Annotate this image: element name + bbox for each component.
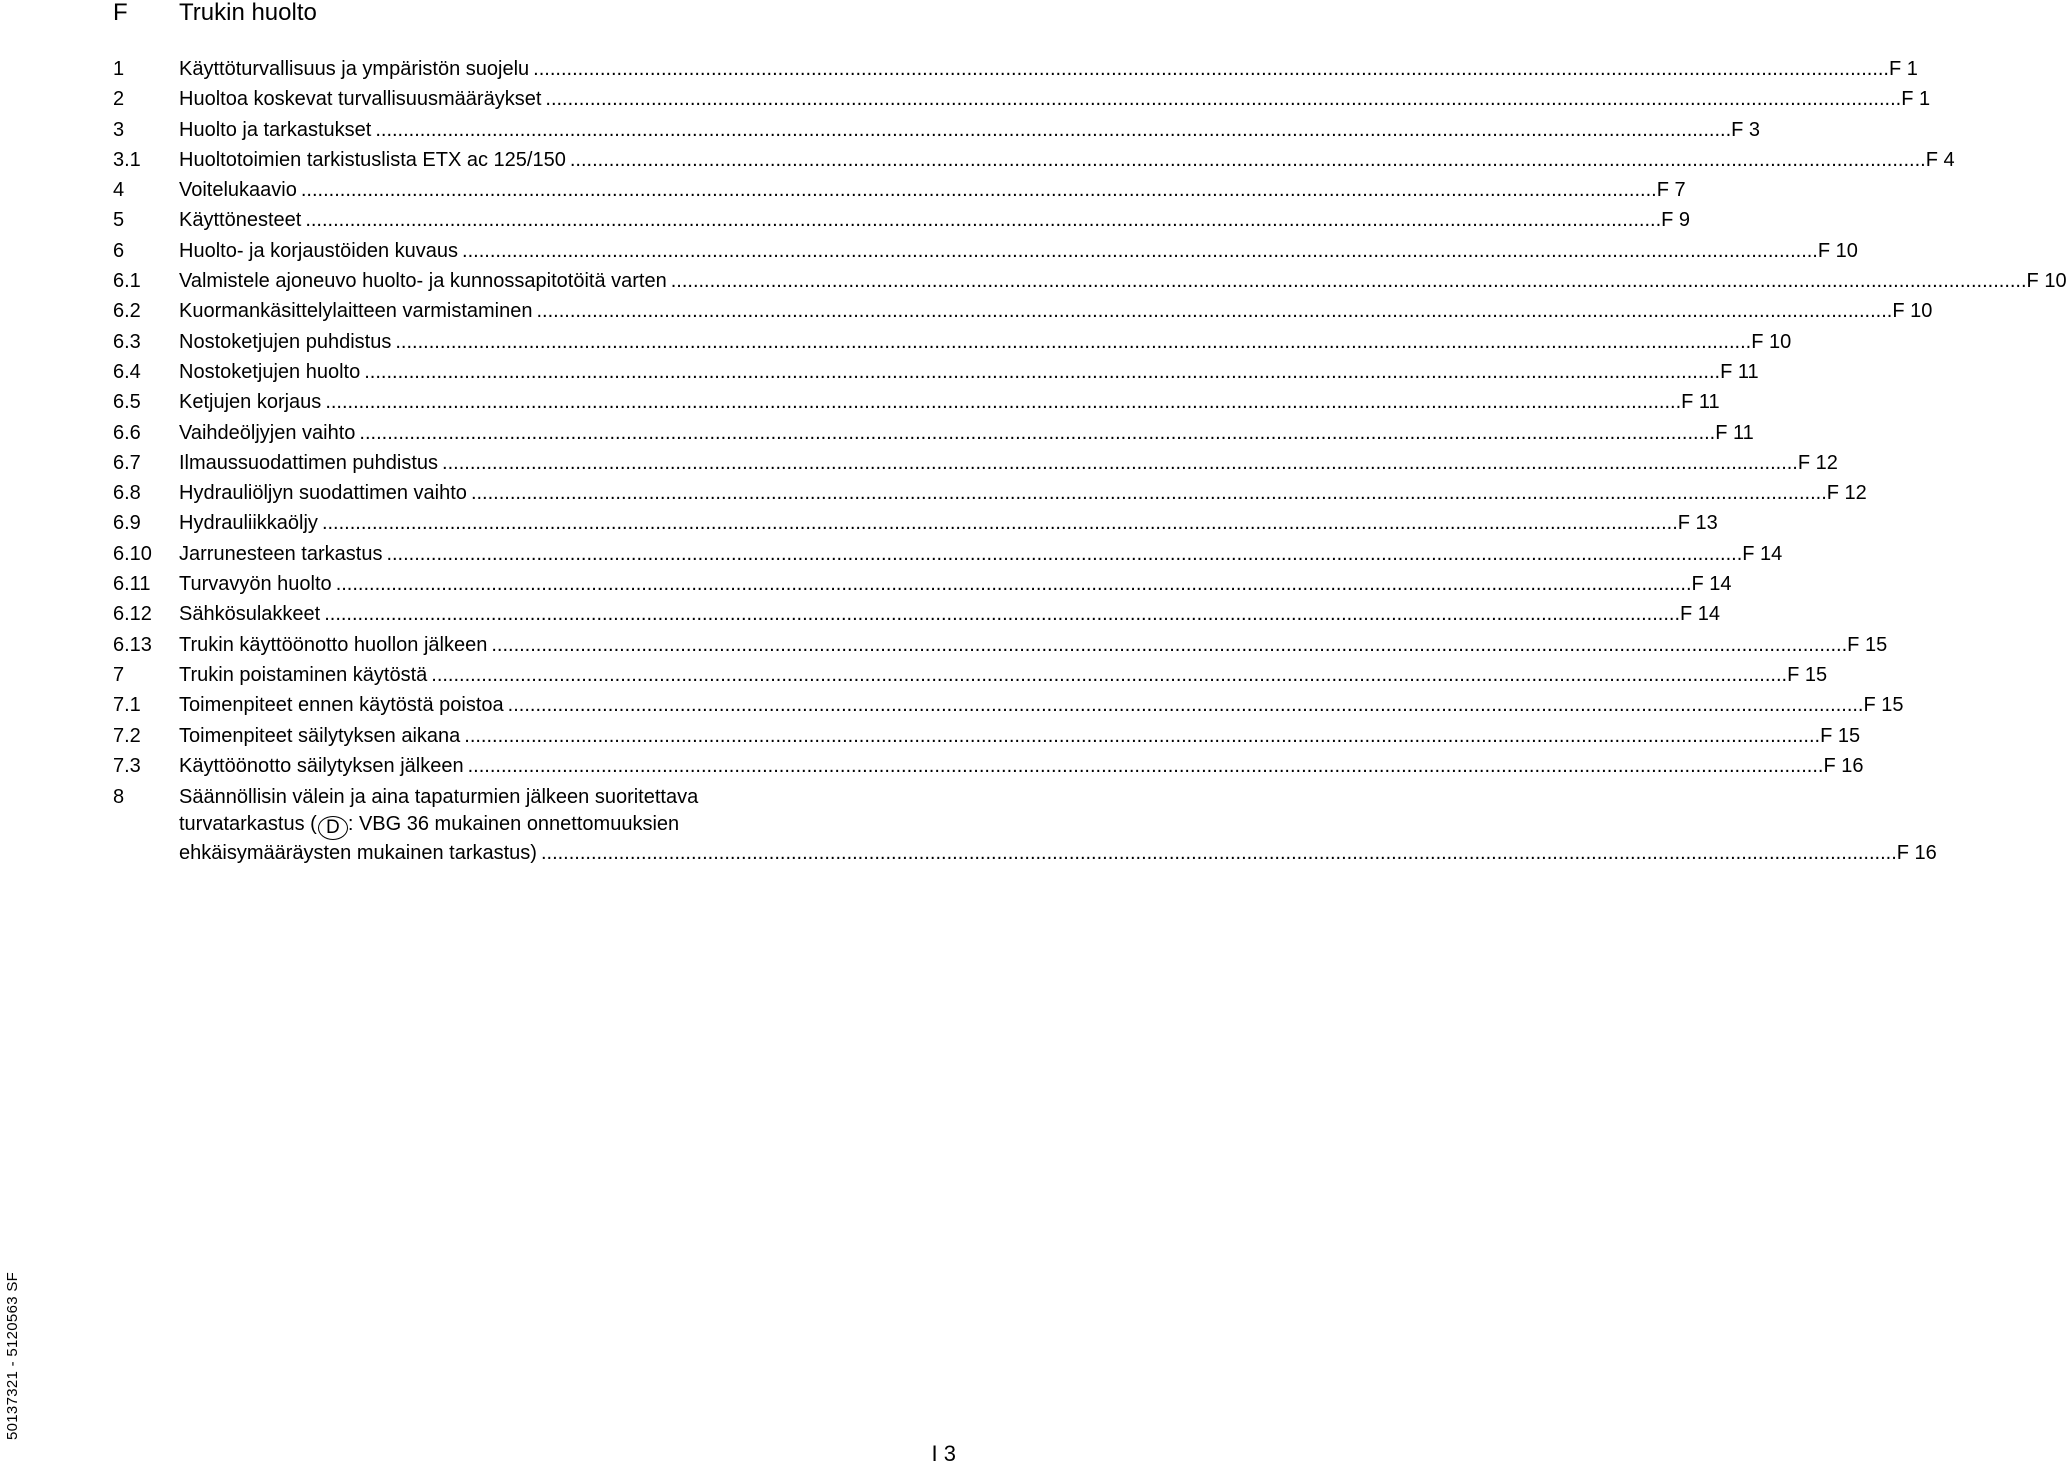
toc-entry-page: F 11	[1715, 421, 1754, 444]
toc-entry-page: F 11	[1681, 391, 1720, 414]
toc-entry-number: 6.8	[113, 482, 141, 505]
toc-entry-page: F 14	[1742, 542, 1783, 565]
toc-entry-label: Hydrauliikkaöljy	[179, 512, 318, 535]
toc-entry-text	[179, 297, 1932, 325]
toc-entry[interactable]	[113, 116, 1761, 146]
toc-entry-number: 6.13	[113, 633, 152, 656]
dot-leader	[336, 570, 1692, 598]
toc-entry[interactable]	[113, 509, 1718, 539]
toc-entry-8[interactable]	[113, 784, 1937, 866]
toc-entry-page: F 14	[1680, 603, 1721, 626]
toc-entry-number: 6.4	[113, 360, 141, 383]
toc-entry[interactable]	[113, 388, 1720, 418]
dot-leader	[468, 752, 1824, 780]
toc-entry-number: 6.6	[113, 421, 141, 444]
toc-entry-label: Huoltoa koskevat turvallisuusmääräykset	[179, 88, 542, 111]
toc-entry-label: Huoltotoimien tarkistuslista ETX ac 125/150	[179, 148, 566, 171]
dot-leader	[431, 661, 1787, 689]
dot-leader	[322, 509, 1678, 537]
toc-entry-number: 7.3	[113, 754, 141, 777]
toc-entry-number: 6.9	[113, 512, 141, 535]
toc-entry-text	[179, 176, 1686, 204]
toc-entry-page: F 15	[1847, 633, 1888, 656]
toc-entry-page: F 1	[1889, 58, 1918, 80]
toc-entry-text	[179, 267, 2067, 295]
toc-entry-label: Jarrunesteen tarkastus	[179, 542, 383, 565]
toc-entry-label: Hydrauliöljyn suodattimen vaihto	[179, 482, 467, 505]
document-code: 50137321 - 5120563 SF	[4, 1271, 21, 1440]
toc-entry-label: Trukin käyttöönotto huollon jälkeen	[179, 633, 488, 656]
dot-leader	[395, 328, 1751, 356]
toc-entry-number: 7	[113, 663, 125, 686]
toc-entry[interactable]	[113, 600, 1721, 630]
toc-entry-number: 4	[113, 179, 125, 202]
toc-entry-text	[179, 388, 1720, 416]
toc-entry-label: Nostoketjujen huolto	[179, 360, 361, 383]
toc-entry-page: F 10	[1817, 239, 1858, 262]
toc-entry-label: Käyttönesteet	[179, 209, 302, 232]
toc-entry[interactable]	[113, 631, 1888, 661]
toc-entry-number: 6.1	[113, 270, 141, 293]
dot-leader	[471, 479, 1827, 507]
toc-entry[interactable]	[113, 479, 1867, 509]
toc-entry-page: F 1	[1901, 88, 1931, 111]
toc-entry-label: Ilmaussuodattimen puhdistus	[179, 451, 439, 474]
toc-entry-page: F 9	[1661, 209, 1691, 232]
toc-entry-text	[179, 449, 1838, 477]
toc-entry-text	[179, 691, 1904, 719]
toc-entry-text	[179, 509, 1718, 537]
toc-entry-line-2	[179, 811, 1937, 840]
country-symbol-circle: D	[318, 816, 348, 840]
toc-entry[interactable]	[113, 85, 1931, 115]
dot-leader	[570, 146, 1926, 174]
table-of-contents	[113, 55, 2067, 866]
toc-entry-number: 6.2	[113, 300, 141, 323]
toc-entry-text	[179, 55, 1918, 83]
toc-entry-label: Nostoketjujen puhdistus	[179, 330, 392, 353]
toc-entry-line-2-end: : VBG 36 mukainen onnettomuuksien	[347, 812, 680, 835]
toc-entry-number: 6.3	[113, 330, 141, 353]
toc-entry-page: F 10	[2026, 270, 2067, 293]
toc-entry-number: 6.5	[113, 391, 141, 414]
toc-entry-number: 6.10	[113, 542, 152, 565]
toc-entry-number: 7.2	[113, 724, 141, 747]
toc-entry-label: Trukin poistaminen käytöstä	[179, 663, 428, 686]
dot-leader	[325, 388, 1681, 416]
toc-entry[interactable]	[113, 722, 1861, 752]
section-letter: F	[113, 0, 128, 26]
toc-entry-page: F 7	[1656, 179, 1686, 202]
toc-entry-label: Huolto ja tarkastukset	[179, 118, 372, 141]
dot-leader	[364, 358, 1720, 386]
dot-leader	[464, 722, 1820, 750]
toc-entry-number: 6	[113, 239, 125, 262]
toc-entry[interactable]	[113, 540, 1783, 570]
toc-entry-label: Sähkösulakkeet	[179, 603, 321, 626]
toc-entry-number: 3	[113, 118, 125, 141]
toc-entry-page: F 14	[1691, 573, 1732, 596]
toc-entry-page: F 12	[1797, 451, 1838, 474]
toc-entry-page: F 11	[1720, 360, 1759, 383]
toc-entry-text	[179, 85, 1930, 113]
toc-entry-number: 5	[113, 209, 125, 232]
toc-entry[interactable]	[113, 449, 1838, 479]
dot-leader	[491, 631, 1847, 659]
toc-entry-text	[179, 419, 1754, 447]
toc-entry-page: F 4	[1925, 148, 1955, 171]
toc-entry-label: Ketjujen korjaus	[179, 391, 322, 414]
toc-entry-page: F 16	[1896, 841, 1937, 864]
toc-entry[interactable]	[113, 146, 1955, 176]
toc-entry-text	[179, 328, 1791, 356]
toc-entry[interactable]	[113, 176, 1686, 206]
toc-entry-label: Käyttöturvallisuus ja ympäristön suojelu	[179, 58, 530, 80]
toc-entry-page: F 15	[1787, 663, 1828, 686]
toc-entry[interactable]	[113, 297, 1933, 327]
toc-entry[interactable]	[113, 55, 1918, 85]
toc-entry-label: Vaihdeöljyjen vaihto	[179, 421, 356, 444]
toc-entry-text	[179, 631, 1887, 659]
dot-leader	[537, 297, 1893, 325]
dot-leader	[671, 267, 2027, 295]
toc-entry-label: Toimenpiteet ennen käytöstä poistoa	[179, 694, 504, 717]
toc-entry-number: 3.1	[113, 148, 141, 171]
dot-leader	[508, 691, 1864, 719]
dot-leader	[359, 419, 1715, 447]
toc-entry[interactable]	[113, 752, 1864, 782]
toc-entry-page: F 10	[1751, 330, 1792, 353]
dot-leader	[386, 540, 1742, 568]
toc-entry-label: Käyttöönotto säilytyksen jälkeen	[179, 754, 464, 777]
toc-entry-number: 8	[113, 786, 125, 809]
toc-entry-label: Toimenpiteet säilytyksen aikana	[179, 724, 461, 747]
toc-entry[interactable]	[113, 570, 1732, 600]
toc-entry-line-3-text: ehkäisymääräysten mukainen tarkastus)	[179, 841, 537, 864]
dot-leader	[301, 176, 1657, 204]
page-number: I 3	[931, 1441, 956, 1466]
toc-entry-number: 2	[113, 88, 125, 111]
dot-leader	[375, 116, 1731, 144]
toc-entry-page: F 16	[1823, 754, 1864, 777]
toc-entry-label: Voitelukaavio	[179, 179, 297, 202]
toc-entry-label: Valmistele ajoneuvo huolto- ja kunnossapitotöitä varten	[179, 270, 667, 293]
toc-entry[interactable]	[113, 661, 1828, 691]
toc-entry-label: Huolto- ja korjaustöiden kuvaus	[179, 239, 459, 262]
toc-entry-text	[179, 237, 1858, 265]
toc-entry[interactable]	[113, 267, 2067, 297]
toc-entry-number: 6.11	[113, 573, 151, 596]
toc-entry[interactable]	[113, 237, 1858, 267]
toc-entry[interactable]	[113, 206, 1691, 236]
toc-entry-text	[179, 722, 1860, 750]
toc-entry-label: Turvavyön huolto	[179, 573, 332, 596]
toc-entry-text	[179, 600, 1720, 628]
toc-entry-page: F 10	[1892, 300, 1933, 323]
toc-entry-number: 6.7	[113, 451, 141, 474]
toc-entry-page: F 13	[1677, 512, 1718, 535]
toc-entry-text	[179, 479, 1867, 507]
toc-entry-text	[179, 570, 1732, 598]
toc-entry-text	[179, 752, 1863, 780]
toc-entry-page: F 15	[1863, 694, 1904, 717]
toc-entry-line-2-start: turvatarkastus (	[179, 812, 317, 835]
dot-leader	[305, 206, 1661, 234]
toc-entry[interactable]	[113, 328, 1792, 358]
dot-leader	[541, 840, 1897, 867]
dot-leader	[545, 85, 1901, 113]
toc-entry-text	[179, 146, 1955, 174]
toc-entry-label: Kuormankäsittelylaitteen varmistaminen	[179, 300, 533, 323]
section-title: Trukin huolto	[179, 0, 317, 26]
toc-entry[interactable]	[113, 419, 1754, 449]
dot-leader	[442, 449, 1798, 477]
dot-leader	[533, 55, 1889, 83]
toc-entry-line-1: Säännöllisin välein ja aina tapaturmien jälkeen suoritettava	[179, 786, 699, 809]
dot-leader	[324, 600, 1680, 628]
dot-leader	[462, 237, 1818, 265]
toc-entry[interactable]	[113, 691, 1904, 721]
toc-entry-text	[179, 661, 1827, 689]
toc-entry-page: F 3	[1731, 118, 1761, 141]
toc-entry-page: F 15	[1820, 724, 1861, 747]
toc-entry-text	[179, 206, 1690, 234]
toc-entry-text	[179, 358, 1759, 386]
toc-entry[interactable]	[113, 358, 1759, 388]
toc-entry-number: 7.1	[113, 694, 141, 717]
toc-entry-body	[179, 784, 1937, 866]
toc-entry-text	[179, 540, 1782, 568]
toc-entry-number: 6.12	[113, 603, 152, 626]
toc-entry-number: 1	[113, 58, 125, 80]
toc-entry-page: F 12	[1826, 482, 1867, 505]
toc-entry-line-3	[179, 840, 1937, 867]
toc-entry-text	[179, 116, 1760, 144]
